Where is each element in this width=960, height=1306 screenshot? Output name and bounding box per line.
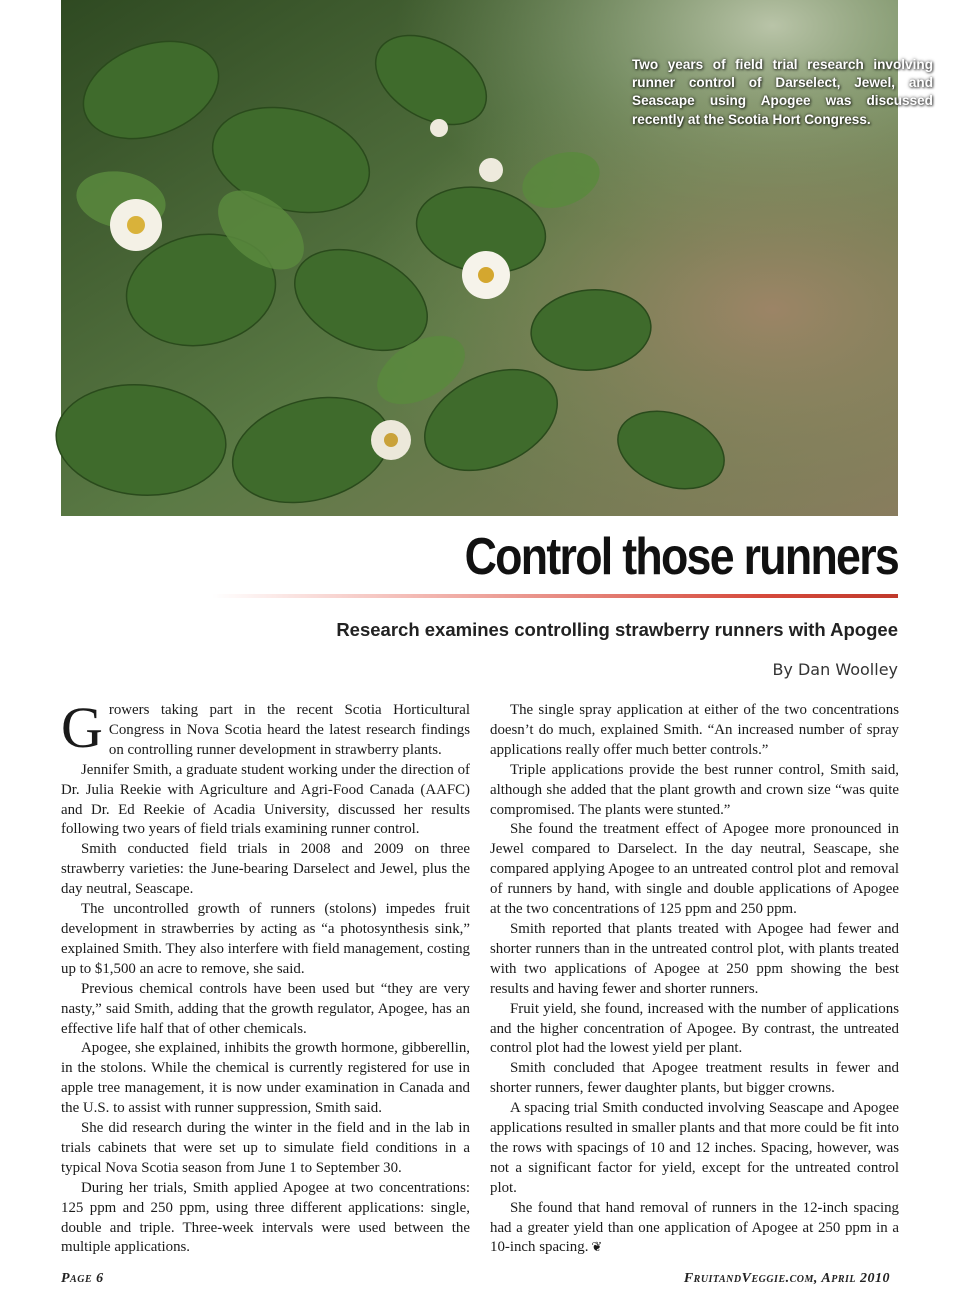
article-paragraph: Smith conducted field trials in 2008 and 2009 on three strawberry varieties: the June-bearing Darselect and Jewel, plus the day neutral, Seascape.: [61, 841, 470, 898]
photo-caption: Two years of field trial research involving runner control of Darselect, Jewel, and Seascape using Apogee was discussed recently at the Scotia Hort Congress.: [632, 57, 933, 127]
article-paragraph: Growers taking part in the recent Scotia Horticultural Congress in Nova Scotia heard the latest research findings on controlling runner development in strawberry plants.: [61, 695, 470, 760]
title-divider: [212, 594, 898, 598]
article-paragraph: She found that hand removal of runners in the 12-inch spacing had a greater yield than one application of Apogee at 250 ppm in a 10-inch spacing. ❦: [490, 1199, 899, 1256]
page-number: Page 6: [61, 1271, 104, 1286]
article-photo: [61, 0, 933, 516]
article-paragraph: Triple applications provide the best runner control, Smith said, although she added that the plant growth and crown size “was quite compromised. The plants were stunted.”: [490, 761, 899, 818]
article-column-right: [490, 701, 899, 1258]
article-paragraph: During her trials, Smith applied Apogee at two concentrations: 125 ppm and 250 ppm, using three different applications: single, double and triple. Three-week intervals were used between the multiple applications.: [61, 1179, 470, 1256]
article-paragraph: Smith reported that plants treated with Apogee had fewer and shorter runners than in the untreated control plot, with plants treated with two applications of Apogee at 250 ppm showing the best results and having fewer and shorter runners.: [490, 920, 899, 997]
article-paragraph: She found the treatment effect of Apogee more pronounced in Jewel compared to Darselect. In the day neutral, Seascape, she compared applying Apogee to an untreated control plot and removal of runners by hand, with single and double applications of Apogee at the two concentrations of 125 ppm and 250 ppm.: [490, 821, 899, 918]
article-paragraph: The uncontrolled growth of runners (stolons) impedes fruit development in strawberries by acting as “a photosynthesis sink,” explained Smith. They also interfere with field management, costing up to $1,500 an acre to remove, she said.: [61, 901, 470, 977]
article-column-left: [61, 695, 470, 1258]
article-byline: By Dan Woolley: [772, 660, 898, 679]
article-paragraph: She did research during the winter in the field and in the lab in trials cabinets that were set up to simulate field conditions in a typical Nova Scotia season from June 1 to September 30.: [61, 1120, 470, 1176]
article-title: Control those runners: [464, 528, 898, 586]
article-paragraph: The single spray application at either of the two concentrations doesn’t do much, explained Smith. “An increased number of spray applications really offer much better controls.”: [490, 702, 899, 758]
article-paragraph: Fruit yield, she found, increased with the number of applications and the higher concentration of Apogee. By contrast, the untreated control plot had the lowest yield per plant.: [490, 1000, 899, 1057]
article-subtitle: Research examines controlling strawberry runners with Apogee: [336, 619, 898, 640]
article-paragraph: Smith concluded that Apogee treatment results in fewer and shorter runners, fewer daughter plants, but bigger crowns.: [490, 1060, 899, 1097]
publication-footer: FruitandVeggie.com, April 2010: [683, 1271, 890, 1286]
article-paragraph: Apogee, she explained, inhibits the growth hormone, gibberellin, in the stolons. While the chemical is currently registered for use in apple tree management, it is now under examination in Canada and the U.S. to assist with runner suppression, Smith said.: [61, 1040, 470, 1117]
article-paragraph: A spacing trial Smith conducted involving Seascape and Apogee applications resulted in smaller plants and that more could be fit into the rows with spacings of 10 and 12 inches. Spacing, however, was not a significant factor for yield, except for the untreated control plot.: [490, 1100, 899, 1196]
article-paragraph: Previous chemical controls have been used but “they are very nasty,” said Smith, adding that the growth regulator, Apogee, has an effective life half that of other chemicals.: [61, 980, 470, 1037]
drop-cap: G: [61, 695, 103, 760]
end-mark-icon: ❦: [591, 1240, 603, 1256]
article-paragraph: Jennifer Smith, a graduate student working under the direction of Dr. Julia Reekie with Agriculture and Agri-Food Canada (AAFC) and Dr. Ed Reekie of Acadia University, discussed her results following two years of field trials examining runner control.: [61, 761, 470, 838]
